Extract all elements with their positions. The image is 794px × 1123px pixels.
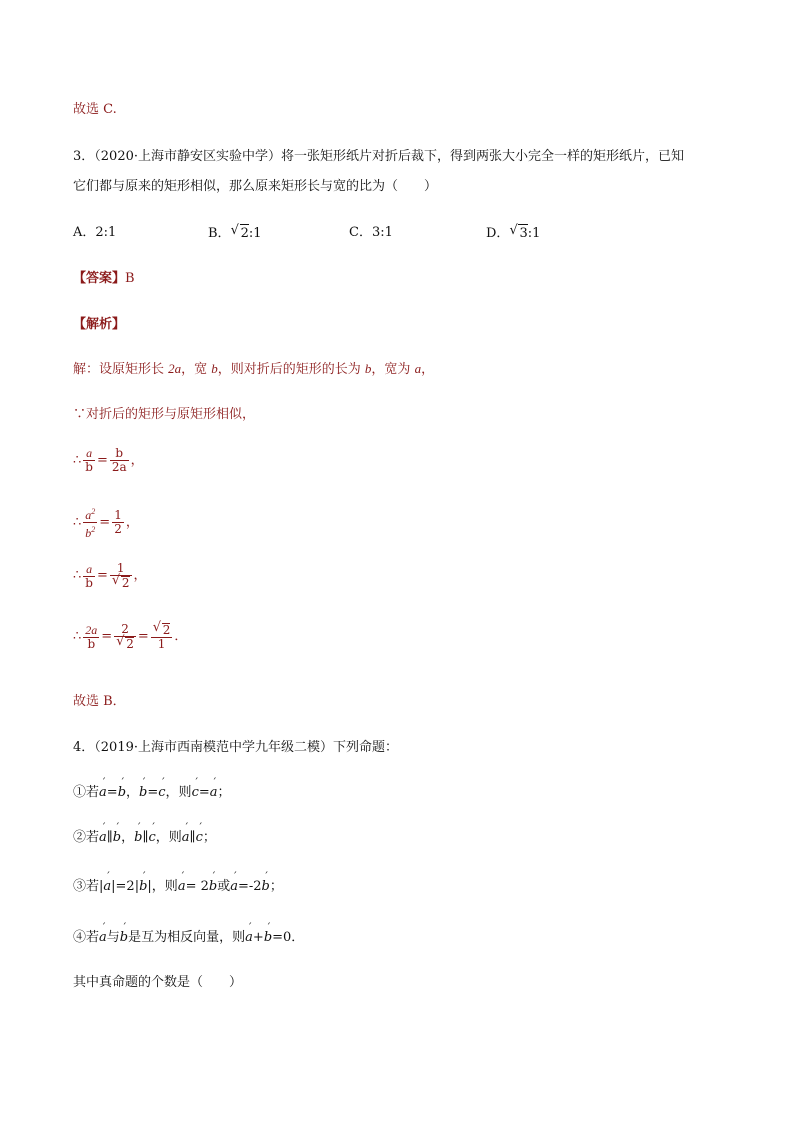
vector-a: ˊ a	[210, 784, 218, 802]
equation-1	[73, 447, 144, 474]
prop-text: 与	[106, 930, 120, 945]
denominator: b	[85, 460, 93, 474]
option-c	[349, 224, 393, 242]
prop-text: ∥	[106, 830, 113, 845]
solution-var: b	[364, 361, 372, 376]
solution-text: ，	[421, 362, 435, 377]
denominator-base: b	[85, 526, 92, 540]
prop-text: ∥	[189, 830, 196, 845]
prop-text: ，则	[165, 785, 192, 800]
proposition-2	[73, 829, 216, 847]
equation-2	[73, 505, 139, 540]
option-b-radical: √ 2	[240, 224, 249, 243]
prop-text: 或	[217, 879, 231, 894]
punctuation: ．	[174, 629, 188, 644]
fraction	[83, 563, 95, 590]
vector-c: ˊ c	[192, 784, 199, 802]
vector-b: ˊ b	[113, 829, 121, 847]
fraction	[83, 624, 99, 651]
vector-c: ˊ c	[158, 784, 165, 802]
option-d	[486, 224, 540, 243]
punctuation: ，	[125, 514, 139, 530]
numerator	[151, 623, 173, 638]
because-line: ∵对折后的矩形与原矩形相似，	[73, 407, 256, 422]
fraction	[83, 447, 95, 474]
answer-tag: 【答案】	[73, 271, 126, 286]
therefore-symbol: ∴	[73, 629, 82, 644]
solution-text: ，则对折后的矩形的长为	[217, 362, 365, 377]
prop-text: =-2	[237, 879, 262, 894]
denominator: 2	[114, 522, 122, 536]
vector-a: ˊ a	[99, 929, 107, 947]
equals-sign: =	[96, 568, 108, 583]
prop-text: ∥	[142, 830, 149, 845]
equals-sign: =	[101, 629, 113, 644]
equals-sign: =	[137, 629, 149, 644]
prop-text: ②若	[73, 830, 100, 845]
vector-a: ˊ a	[99, 829, 107, 847]
denominator	[114, 637, 136, 651]
prop-text: ；	[269, 879, 283, 894]
radical: √ 2	[121, 576, 130, 590]
question-3-line-1: 3．（2020·上海市静安区实验中学）将一张矩形纸片对折后裁下，得到两张大小完全一样的矩形纸片，已知	[73, 149, 684, 164]
fraction	[112, 509, 124, 536]
vector-a: ˊ a	[178, 878, 186, 896]
prop-text: +	[252, 930, 264, 945]
vector-c: ˊ c	[196, 829, 203, 847]
question-3-line-2: 它们都与原来的矩形相似，那么原来矩形长与宽的比为（ ）	[73, 179, 438, 194]
prop-text: ；	[217, 785, 231, 800]
therefore-symbol: ∴	[73, 568, 82, 583]
solution-var: a	[414, 361, 422, 376]
prop-text: |，则	[147, 879, 178, 894]
numerator: 1	[110, 562, 132, 576]
fraction	[114, 623, 136, 651]
solution-line-1	[73, 360, 434, 379]
vector-a: ˊ a	[103, 878, 111, 896]
denominator	[110, 576, 132, 590]
question-4-title: 4．（2019·上海市西南模范中学九年级二模）下列命题：	[73, 740, 398, 755]
prop-text: ④若	[73, 930, 100, 945]
option-d-radical: √ 3	[518, 224, 527, 243]
option-a-label: A．	[73, 225, 96, 240]
prop-text: =	[198, 785, 210, 800]
numerator: b	[110, 447, 129, 461]
denominator: b	[85, 575, 93, 590]
proposition-3	[73, 878, 283, 896]
proposition-1	[73, 784, 231, 802]
option-d-label: D．	[486, 226, 510, 241]
vector-b: ˊ b	[209, 878, 217, 896]
vector-b: ˊ b	[120, 929, 128, 947]
fraction	[83, 505, 97, 540]
punctuation: ，	[133, 568, 147, 583]
numerator: $a^2$	[85, 507, 96, 522]
vector-b: ˊ b	[139, 878, 147, 896]
vector-b: ˊ b	[118, 784, 126, 802]
proposition-4	[73, 929, 304, 947]
numerator: 2a	[85, 622, 98, 637]
vector-a: ˊ a	[99, 784, 107, 802]
analysis-tag: 【解析】	[73, 317, 126, 332]
solution-text: ，宽为	[371, 362, 415, 377]
prop-text: =	[147, 785, 159, 800]
conclusion-line: 故选 B．	[73, 694, 126, 709]
denominator: 2a	[111, 460, 127, 474]
numerator: 2	[114, 623, 136, 637]
solution-var: 2a	[168, 361, 182, 376]
option-a	[73, 224, 116, 242]
numerator: 1	[114, 508, 122, 522]
prop-text: ，	[121, 830, 135, 845]
numerator-base: a	[85, 508, 92, 522]
denominator: 1	[157, 637, 166, 651]
radical: √ 2	[162, 623, 171, 637]
prop-text: =	[106, 785, 118, 800]
vector-a: ˊ a	[245, 929, 253, 947]
denominator: $b^2$	[85, 525, 96, 540]
equals-sign: =	[99, 514, 111, 530]
radical: √ 2	[125, 637, 134, 651]
prop-text: =0．	[272, 930, 305, 945]
vector-b: ˊ b	[139, 784, 147, 802]
equals-sign: =	[96, 452, 108, 468]
vector-a: ˊ a	[230, 878, 238, 896]
equation-3	[73, 562, 147, 590]
punctuation: ，	[130, 452, 144, 468]
solution-var: b	[211, 361, 218, 376]
fraction	[151, 623, 173, 651]
solution-text: 解：设原矩形长	[73, 362, 169, 377]
option-b-tail: :1	[248, 226, 262, 241]
previous-conclusion: 故选 C.	[73, 102, 117, 117]
numerator: a	[83, 447, 95, 461]
answer-value: B	[125, 271, 135, 286]
therefore-symbol: ∴	[73, 514, 82, 530]
vector-b: ˊ b	[264, 929, 272, 947]
vector-b: ˊ b	[262, 878, 270, 896]
prop-text: ③若|	[73, 879, 104, 894]
numerator: a	[83, 563, 95, 577]
option-c-label: C．	[349, 225, 372, 240]
option-a-value: 2:1	[95, 225, 117, 240]
option-b-label: B．	[208, 226, 231, 241]
prop-text: ，	[126, 785, 140, 800]
equation-4	[73, 623, 187, 651]
prop-text: |=2|	[111, 879, 140, 894]
option-c-value: 3:1	[371, 225, 393, 240]
prop-text: ；	[202, 830, 216, 845]
prop-text: = 2	[185, 879, 209, 894]
prop-text: ①若	[73, 785, 100, 800]
question-4-prompt: 其中真命题的个数是（ ）	[73, 975, 243, 990]
vector-b: ˊ b	[134, 829, 142, 847]
fraction	[110, 562, 132, 590]
therefore-symbol: ∴	[73, 452, 82, 468]
vector-a: ˊ a	[182, 829, 190, 847]
option-b	[208, 224, 262, 243]
answer-line	[73, 270, 135, 288]
fraction	[110, 447, 129, 474]
prop-text: 是互为相反向量，则	[128, 930, 246, 945]
solution-text: ，宽	[181, 362, 212, 377]
vector-c: ˊ c	[148, 829, 155, 847]
option-d-tail: :1	[527, 226, 541, 241]
denominator: b	[87, 636, 96, 651]
prop-text: ，则	[155, 830, 182, 845]
